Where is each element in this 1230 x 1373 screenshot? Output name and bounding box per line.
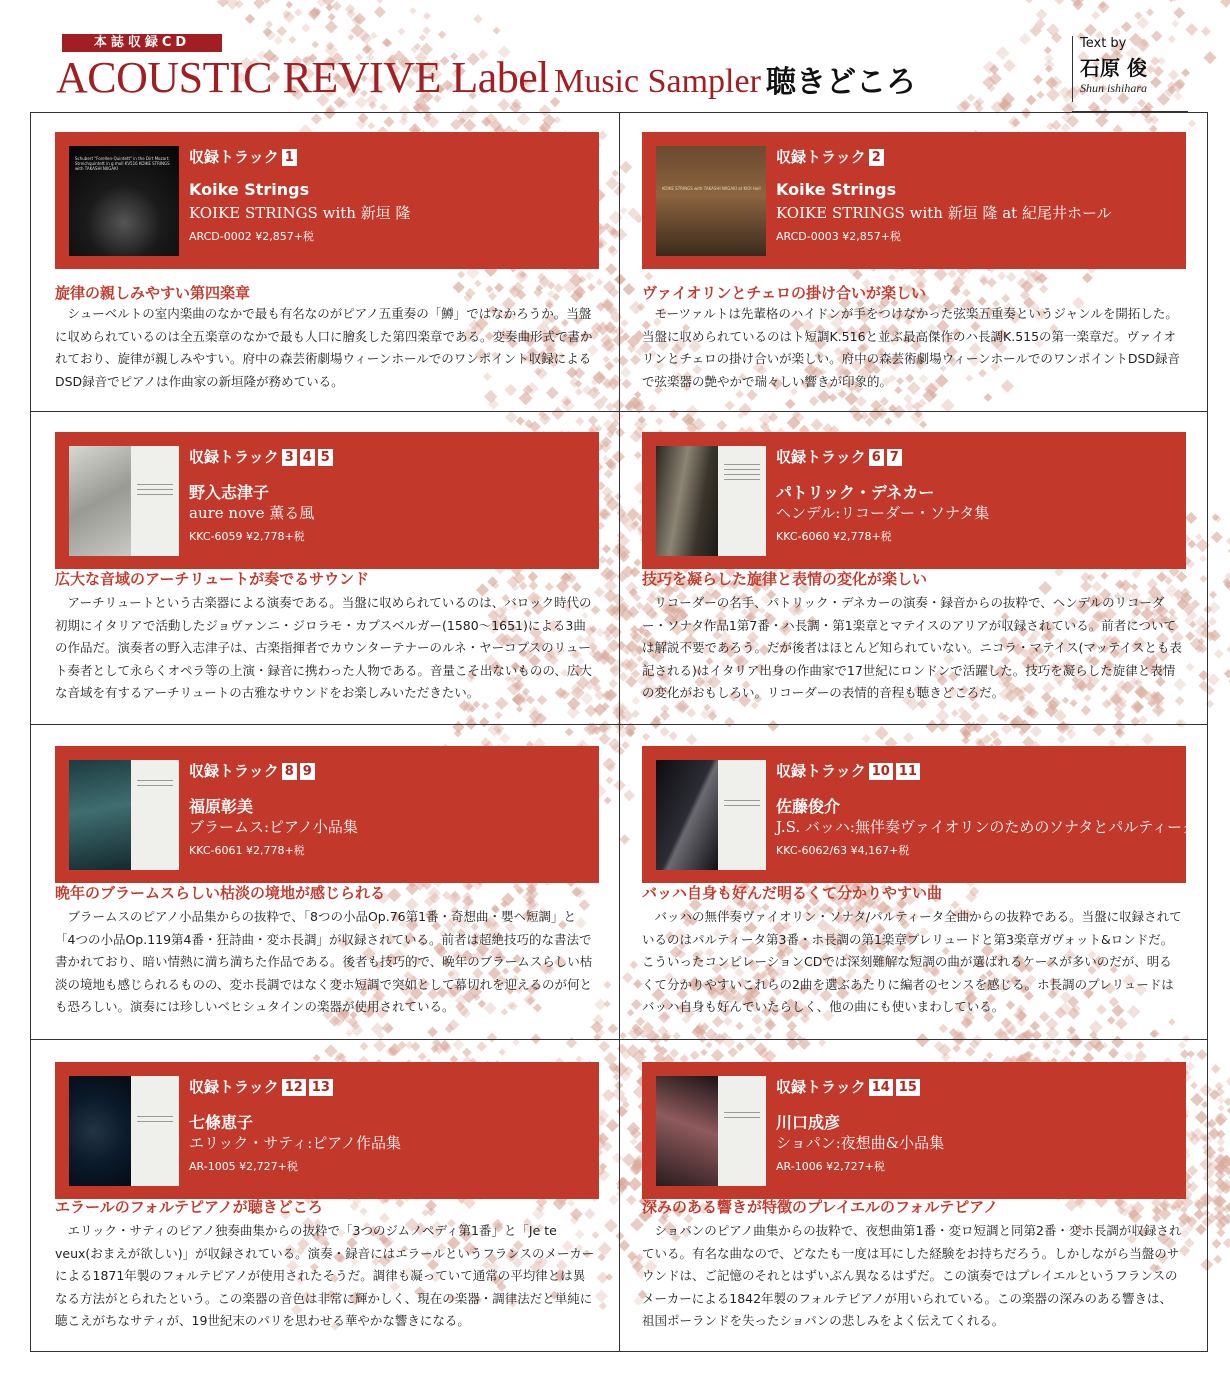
cd-jacket [69,446,179,556]
track-card [642,132,1186,269]
review-body: シューベルトの室内楽曲のなかで最も有名なのがピアノ五重奏の「鱒」ではなかろうか。当盤に収められているのは全五楽章のなかで最も人口に膾炙した第四楽章である。変奏曲形式で書かれており、旋律が親しみやすい。府中の森芸術劇場ウィーンホールでのワンポイント収録によるDSD録音でピアノは作曲家の新垣隆が務めている。 [55,306,593,389]
author-roman: Shun ishihara [1080,81,1148,95]
track-label [189,446,333,467]
title-jp: 聴きどころ [766,65,916,100]
review-heading: 広大な音域のアーチリュートが奏でるサウンド [55,570,370,588]
credit-divider [1072,36,1073,102]
background-dot [1024,0,1035,4]
cover-paper [131,1076,179,1186]
credit-underline [1072,111,1188,112]
background-dot [294,9,302,17]
track-number: 11 [896,763,920,780]
section-badge: 本誌収録CD [62,34,222,52]
track-number: 3 [282,449,297,466]
background-dot [332,1,342,11]
cover-photo [656,1076,718,1186]
artist-name: パトリック・デネカー [776,483,935,502]
track-number: 2 [869,149,884,166]
background-dot [1211,531,1223,543]
background-dot [1003,59,1016,72]
cover-photo [656,146,766,256]
cd-jacket [656,760,766,870]
track-card [55,132,599,269]
catalog-price: KKC-6060 ¥2,778+税 [776,530,892,543]
background-dot [374,6,386,18]
background-dot [1046,88,1060,102]
track-number: 4 [300,449,315,466]
background-dot [1223,1238,1230,1248]
track-label [189,146,297,167]
background-dot [1217,1096,1225,1104]
track-number: 6 [869,449,884,466]
album-title: ヘンデル:リコーダー・ソナタ集 [776,504,990,522]
track-card [642,432,1186,569]
background-dot [967,94,975,102]
artist-name: 佐藤俊介 [776,797,841,816]
background-dot [1172,20,1179,27]
background-dot [1214,649,1224,659]
track-label [776,146,884,167]
background-dot [398,28,406,36]
track-number: 12 [282,1079,306,1096]
album-title: J.S. バッハ:無伴奏ヴァイオリンのためのソナタとパルティータ [776,818,1198,836]
background-dot [276,26,287,37]
background-dot [317,0,327,7]
artist-name: Koike Strings [776,180,897,199]
track-card [642,1062,1186,1199]
background-dot [1091,11,1100,20]
artist-name: Koike Strings [189,180,310,199]
background-dot [1151,30,1162,41]
review-heading: 晩年のブラームスらしい枯淡の境地が感じられる [55,884,386,902]
background-dot [376,0,384,4]
track-number: 1 [282,149,297,166]
author-name: 石原 俊 [1080,56,1147,80]
background-dot [1207,673,1220,686]
background-dot [1211,1064,1221,1074]
track-label [776,446,902,467]
background-dot [347,34,354,41]
artist-name: 川口成彦 [776,1113,841,1132]
background-dot [328,13,336,21]
background-dot [422,26,431,35]
credit-label: Text by [1080,36,1127,51]
cover-photo [69,446,131,556]
catalog-price: AR-1005 ¥2,727+税 [189,1160,298,1173]
background-dot [1168,35,1176,43]
background-dot [1150,76,1162,88]
row-divider [30,724,1208,725]
track-label-text: 収録トラック [776,148,866,166]
cover-photo [656,446,718,556]
background-dot [1150,56,1160,66]
background-dot [325,20,338,33]
column-divider [619,112,620,1352]
background-dot [493,27,501,35]
background-dot [1226,535,1230,547]
cd-jacket [69,760,179,870]
catalog-price: KKC-6061 ¥2,778+税 [189,844,305,857]
background-dot [285,1,293,9]
track-label-text: 収録トラック [189,1078,279,1096]
track-number: 7 [887,449,902,466]
background-dot [1168,70,1179,81]
track-number: 14 [869,1079,893,1096]
background-dot [1044,54,1054,64]
background-dot [1209,591,1217,599]
background-dot [245,14,255,24]
review-body: バッハの無伴奏ヴァイオリン・ソナタ/パルティータ全曲からの抜粋である。当盤に収録されているのはパルティータ第3番・ホ長調の第1楽章プレリュードと第3楽章ガヴォット&ロンドだ。こういったコンピレーションCDでは深刻難解な短調の曲が選ばれるケースが多いのだが、明るくて分かりやすいこれらの2曲を選ぶあたりに編者のセンスを感じる。ホ長調のプレリュードはバッハ自身も好んでいたらしく、他の曲にも使いまわしている。 [642,909,1182,1014]
background-dot [409,7,416,14]
album-title: エリック・サティ:ピアノ作品集 [189,1134,402,1152]
catalog-price: ARCD-0002 ¥2,857+税 [189,230,314,243]
background-dot [1220,0,1230,8]
background-dot [1224,669,1230,678]
track-card [642,746,1198,883]
background-dot [289,36,297,44]
background-dot [1181,68,1190,77]
background-dot [1084,24,1097,37]
cover-text: Schubert "Forellen-Quintett" in the Dirt Mozart: Streichquintett in g moll KV516 KOIKE STRINGS with TAKASHI NIIGAKI [75,156,170,171]
catalog-price: AR-1006 ¥2,727+税 [776,1160,885,1173]
track-number: 13 [309,1079,333,1096]
page-title [56,53,916,102]
background-dot [1121,21,1132,32]
background-dot [1212,1239,1222,1249]
album-title: KOIKE STRINGS with 新垣 隆 at 紀尾井ホール [776,204,1112,222]
album-title: ブラームス:ピアノ小品集 [189,818,358,836]
background-dot [1036,91,1044,99]
background-dot [438,30,446,38]
cd-jacket [69,1076,179,1186]
background-dot [1224,1098,1230,1107]
catalog-price: KKC-6059 ¥2,778+税 [189,530,305,543]
background-dot [265,20,273,28]
track-label [189,1076,333,1097]
album-title: aure nove 薫る風 [189,504,315,522]
background-dot [274,36,283,45]
background-dot [1201,27,1211,37]
background-dot [1044,46,1052,54]
background-dot [1097,1,1109,13]
track-card [55,432,599,569]
background-dot [1033,75,1043,85]
track-number: 9 [300,763,315,780]
background-dot [473,14,482,23]
cover-paper [131,446,179,556]
track-label-text: 収録トラック [189,148,279,166]
album-title: KOIKE STRINGS with 新垣 隆 [189,204,411,222]
background-dot [1153,66,1164,77]
author-credit [1080,36,1147,96]
background-dot [1173,92,1182,101]
track-number: 15 [896,1079,920,1096]
track-number: 5 [318,449,333,466]
cover-paper [718,760,766,870]
track-label [776,1076,920,1097]
track-label-text: 収録トラック [776,1078,866,1096]
cd-jacket [656,446,766,556]
cd-jacket [656,146,766,256]
background-dot [253,0,265,9]
background-dot [1036,9,1048,21]
catalog-price: ARCD-0003 ¥2,857+税 [776,230,901,243]
album-title: ショパン:夜想曲&小品集 [776,1134,945,1152]
title-sub: Music Sampler [554,63,761,100]
track-label-text: 収録トラック [189,762,279,780]
background-dot [423,12,431,20]
track-label [189,760,315,781]
cover-paper [718,446,766,556]
row-divider [30,411,1208,412]
background-dot [1213,1255,1222,1264]
cd-jacket [69,146,179,256]
artist-name: 福原彰美 [189,797,254,816]
background-dot [1217,1146,1225,1154]
track-label [776,760,920,781]
review-body: ブラームスのピアノ小品集からの抜粋で、「8つの小品Op.76第1番・奇想曲・嬰ヘ短調」と「4つの小品Op.119第4番・狂詩曲・変ホ長調」が収録されている。前者は超絶技巧的な書法で書かれており、暗い情熱に満ち満ちた作品である。後者も技巧的で、晩年のブラームスらしい枯淡の境地も感じられるものの、変ホ長調ではなく変ホ短調で突如として幕切れを迎えるのが何とも恐ろしい。演奏には珍しいベヒシュタインの楽器が使用されている。 [55,909,593,1014]
background-dot [1053,0,1067,5]
review-heading: バッハ自身も好んだ明るくて分かりやすい曲 [642,884,943,902]
review-body: アーチリュートという古楽器による演奏である。当盤に収められているのは、バロック時代の初期にイタリアで活動したジョヴァンニ・ジロラモ・カプスベルガー(1580〜1651)による3曲の作品だ。演奏者の野入志津子は、古楽指揮者でカウンターテナーのルネ・ヤーコプスのリュート奏者として永らくオペラ等の上演・録音に携わった人物である。音量こそ出ないものの、広大な音域を有するアーチリュートの古雅なサウンドをお楽しみいただきたい。 [55,595,592,700]
track-label-text: 収録トラック [189,448,279,466]
cover-text: KOIKE STRINGS with TAKASHI NIIGAKI at KIOI Hall [662,186,761,191]
cover-paper [718,1076,766,1186]
track-label-text: 収録トラック [776,762,866,780]
background-dot [1226,1076,1230,1086]
cover-photo [69,1076,131,1186]
background-dot [1185,23,1198,36]
track-number: 8 [282,763,297,780]
review-body: モーツァルトは先輩格のハイドンが手をつけなかった弦楽五重奏というジャンルを開拓した。当盤に収められているのはト短調K.516と並ぶ最高傑作のハ長調K.515の第一楽章だ。ヴァイオリンとチェロの掛け合いが楽しい。府中の森芸術劇場ウィーンホールでのワンポイントDSD録音で弦楽器の艶やかで瑞々しい響きが印象的。 [642,306,1181,389]
artist-name: 野入志津子 [189,483,270,502]
background-dot [1173,7,1185,19]
review-heading: ヴァイオリンとチェロの掛け合いが楽しい [642,284,926,302]
background-dot [1203,51,1216,64]
cover-photo [656,760,718,870]
review-heading: 技巧を凝らした旋律と表情の変化が楽しい [642,570,928,588]
track-card [55,746,599,883]
background-dot [380,103,388,111]
review-heading: エラールのフォルテピアノが聴きどころ [55,1198,323,1216]
background-dot [1217,1104,1224,1111]
review-body: エリック・サティのピアノ独奏曲集からの抜粋で「3つのジムノペディ第1番」と「Je te veux(おまえが欲しい)」が収録されている。演奏・録音にはエラールというフランスのメーカーによる1871年製のフォルテピアノが使用されたそうだ。調律も凝っていて通常の平均律とは異なる方法がとられたという。この楽器の音色は非常に輝かしく、現在の楽器・調律法だと単純に聴こえがちなサティが、19世紀末のパリを思わせる華やかな響きになる。 [55,1223,595,1328]
review-heading: 旋律の親しみやすい第四楽章 [55,284,251,302]
review-body: リコーダーの名手、パトリック・デネカーの演奏・録音からの抜粋で、ヘンデルのリコーダー・ソナタ作品1第7番・ハ長調・第1楽章とマテイスのアリアが収録されている。前者については解説不要であろう。だが後者はほとんど知られていない。ニコラ・マテイス(マッテイスとも表記される)はイタリア出身の作曲家で17世紀にロンドンで活躍した。技巧を凝らした旋律と表情の変化がおもしろい。リコーダーの表情的音程も聴きどころだ。 [642,595,1182,700]
track-label-text: 収録トラック [776,448,866,466]
background-dot [996,46,1010,60]
catalog-price: KKC-6062/63 ¥4,167+税 [776,844,910,857]
background-dot [419,34,426,41]
background-dot [1019,33,1031,45]
track-card [55,1062,599,1199]
background-dot [301,23,310,32]
background-dot [311,41,319,49]
background-dot [1226,645,1230,654]
background-dot [1208,617,1217,626]
background-dot [1146,8,1154,16]
cover-photo [69,760,131,870]
cd-jacket [656,1076,766,1186]
title-main: ACOUSTIC REVIVE Label [56,53,549,102]
review-heading: 深みのある響きが特徴のプレイエルのフォルテピアノ [642,1198,999,1216]
track-number: 10 [869,763,893,780]
cover-paper [131,760,179,870]
artist-name: 七條恵子 [189,1113,254,1132]
review-body: ショパンのピアノ曲集からの抜粋で、夜想曲第1番・変ロ短調と同第2番・変ホ長調が収録されている。有名な曲なので、どなたも一度は耳にした経験をお持ちだろう。しかしながら当盤のサウンドは、ご記憶のそれとはずいぶん異なるはずだ。この演奏ではプレイエルというフランスのメーカーによる1842年製のフォルテピアノが用いられている。この楽器の深みのある響きは、祖国ポーランドを失ったショパンの悲しみをよく伝えてくれる。 [642,1223,1182,1328]
row-divider [30,1039,1208,1040]
background-dot [1026,95,1037,106]
